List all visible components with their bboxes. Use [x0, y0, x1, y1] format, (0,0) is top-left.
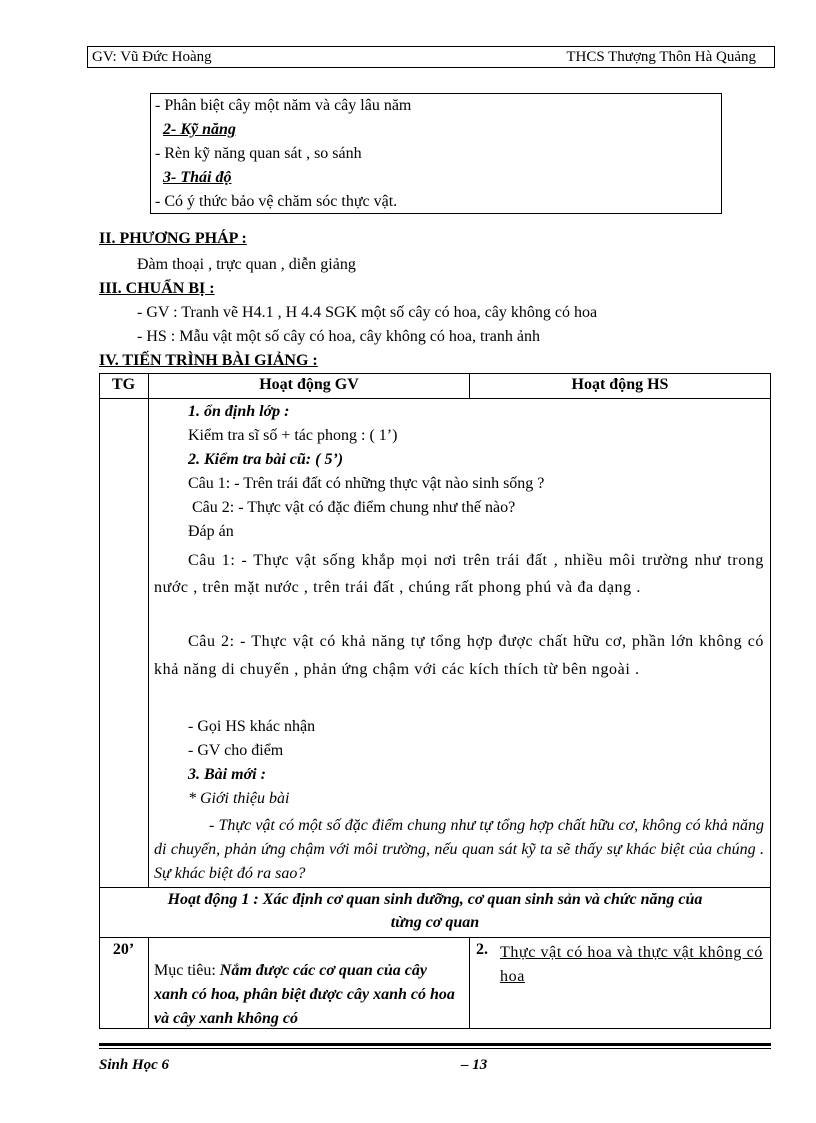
answer-1: Câu 1: - Thực vật sống khắp mọi nơi trên trái đất , nhiều môi trường như trong nước , trên mặt nước , trên trái đất , chúng rất phong phú và đa dạng . [154, 552, 764, 596]
activity-title-line1: Hoạt động 1 : Xác định cơ quan sinh dưỡng, cơ quan sinh sản và chức năng của [167, 891, 703, 908]
col-gv-header: Hoạt động GV [259, 376, 359, 393]
hs-title: Thực vật có hoa và thực vật không có hoa [500, 944, 763, 985]
page-header [87, 46, 775, 68]
process-heading: IV. TIẾN TRÌNH BÀI GIẢNG : [99, 352, 318, 369]
attitude-heading: 3- Thái độ [163, 169, 232, 186]
objectives-box [150, 93, 722, 214]
time-cell: 20’ [112, 941, 135, 958]
goal-cell [154, 959, 462, 1031]
method-heading: II. PHƯƠNG PHÁP : [99, 230, 247, 247]
skills-heading: 2- Kỹ năng [163, 121, 236, 138]
hs-number: 2. [476, 941, 488, 958]
col-hs-header: Hoạt động HS [571, 376, 669, 393]
teacher-name: GV: Vũ Đức Hoàng [92, 49, 212, 65]
teacher-grade: - GV cho điểm [188, 742, 284, 759]
method-text: Đàm thoại , trực quan , diễn giảng [137, 256, 356, 273]
footer-subject: Sinh Học 6 [99, 1057, 170, 1073]
footer-rule-thin [99, 1048, 771, 1049]
skills-text: - Rèn kỹ năng quan sát , so sánh [155, 145, 362, 162]
col-tg-header: TG [111, 376, 136, 393]
intro-label: * Giới thiệu bài [188, 790, 290, 807]
school-name: THCS Thượng Thôn Hà Quảng [566, 49, 756, 65]
objective-line: - Phân biệt cây một năm và cây lâu năm [155, 97, 412, 114]
step3-heading: 3. Bài mới : [188, 766, 266, 783]
prep-hs: - HS : Mẫu vật một số cây có hoa, cây không có hoa, tranh ảnh [137, 328, 541, 345]
prep-gv: - GV : Tranh vẽ H4.1 , H 4.4 SGK một số cây có hoa, cây không có hoa [137, 304, 598, 321]
footer-page-number: – 13 [461, 1057, 488, 1073]
activity-title-line2: từng cơ quan [390, 914, 480, 931]
goal-label: Mục tiêu: [154, 962, 216, 979]
question-2: Câu 2: - Thực vật có đặc điểm chung như thế nào? [192, 499, 516, 516]
call-student: - Gọi HS khác nhận [188, 718, 316, 735]
intro-text: - Thực vật có một số đặc điểm chung như tự tổng hợp chất hữu cơ, không có khả năng di chuyển, phản ứng chậm với môi trường, nếu quan sát kỹ ta sẽ thấy sự khác biệt của chúng . Sự khác biệt đó ra sao? [154, 817, 764, 882]
step1-heading: 1. ổn định lớp : [188, 403, 290, 420]
attitude-text: - Có ý thức bảo vệ chăm sóc thực vật. [155, 193, 398, 210]
footer-rule-thick [99, 1043, 771, 1046]
question-1: Câu 1: - Trên trái đất có những thực vật nào sinh sống ? [188, 475, 545, 492]
prep-heading: III. CHUẨN BỊ : [99, 280, 215, 297]
answer-label: Đáp án [188, 523, 234, 540]
lesson-table [99, 373, 771, 1029]
goal-text: Nắm được các cơ quan của cây xanh có hoa, phân biệt được cây xanh có hoa và cây xanh không có [154, 962, 455, 1027]
step2-heading: 2. Kiểm tra bài cũ: ( 5’) [188, 451, 344, 468]
step1-text: Kiểm tra sĩ số + tác phong : ( 1’) [188, 427, 398, 444]
answer-2: Câu 2: - Thực vật có khả năng tự tổng hợp được chất hữu cơ, phần lớn không có khả năng di chuyển , phản ứng chậm với các kích thích từ bên ngoài . [154, 633, 764, 678]
